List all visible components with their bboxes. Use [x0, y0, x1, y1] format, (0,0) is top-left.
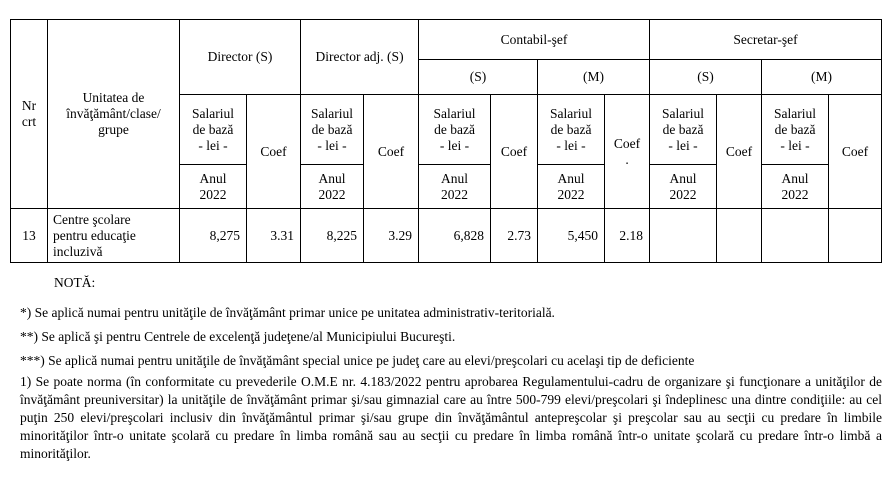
row-unit: Centre şcolare pentru educaţie incluzivă	[48, 209, 180, 263]
row-secretar-m-coef	[829, 209, 882, 263]
row-director-coef: 3.31	[247, 209, 301, 263]
row-contabil-s-coef: 2.73	[491, 209, 538, 263]
header-salariul: Salariul de bază - lei -	[301, 95, 364, 165]
note-single-asterisk: *) Se aplică numai pentru unităţile de învăţământ primar unice pe unitatea administrativ-teritorială.	[20, 305, 555, 320]
header-salariul: Salariul de bază - lei -	[650, 95, 717, 165]
row-director-adj-salary: 8,225	[301, 209, 364, 263]
header-coef: Coef	[829, 95, 882, 209]
header-anul: Anul 2022	[419, 165, 491, 209]
header-coef-dot: Coef .	[605, 95, 650, 209]
row-secretar-s-coef	[717, 209, 762, 263]
unit-label: Unitatea de învăţământ/clase/ grupe	[66, 90, 161, 137]
note-double-asterisk: **) Se aplică şi pentru Centrele de excelenţă judeţene/al Municipiului Bucureşti.	[20, 329, 456, 344]
header-anul: Anul 2022	[650, 165, 717, 209]
table-row	[11, 209, 882, 263]
row-director-salary: 8,275	[180, 209, 247, 263]
header-anul: Anul 2022	[180, 165, 247, 209]
header-nr-crt	[11, 20, 48, 209]
header-secretar-sef: Secretar-şef	[650, 20, 882, 60]
header-secretar-m: (M)	[762, 60, 882, 95]
row-director-adj-coef: 3.29	[364, 209, 419, 263]
note-triple-asterisk: ***) Se aplică numai pentru unităţile de învăţământ special unice pe judeţ care au elevi/preşcolari cu acelaşi tip de deficiente	[20, 353, 695, 368]
nota-heading: NOTĂ:	[54, 275, 96, 290]
header-anul: Anul 2022	[301, 165, 364, 209]
row-contabil-s-salary: 6,828	[419, 209, 491, 263]
header-coef: Coef	[364, 95, 419, 209]
header-contabil-m: (M)	[538, 60, 650, 95]
header-contabil-s: (S)	[419, 60, 538, 95]
row-secretar-m-salary	[762, 209, 829, 263]
row-contabil-m-coef: 2.18	[605, 209, 650, 263]
header-salariul: Salariul de bază - lei -	[538, 95, 605, 165]
header-salariul: Salariul de bază - lei -	[180, 95, 247, 165]
row-nr: 13	[11, 209, 48, 263]
salary-table	[10, 19, 882, 263]
header-anul: Anul 2022	[538, 165, 605, 209]
header-secretar-s: (S)	[650, 60, 762, 95]
header-coef: Coef	[247, 95, 301, 209]
header-director-adj: Director adj. (S)	[301, 20, 419, 95]
nr-crt-label: Nr crt	[21, 98, 37, 129]
header-salariul: Salariul de bază - lei -	[419, 95, 491, 165]
header-director: Director (S)	[180, 20, 301, 95]
row-secretar-s-salary	[650, 209, 717, 263]
note-1: 1) Se poate norma (în conformitate cu prevederile O.M.E nr. 4.183/2022 pentru aprobarea Regulamentului-cadru de organizare şi funcţionare a unităţilor de învăţământ preuniversitar) la unităţile de învăţământ primar şi/sau gimnazial care au între 500-799 elevi/preşcolari şi îndeplinesc una dintre condiţiile: au cel puţin 250 elevi/preşcolari inclusiv din învăţământul primar şi/sau grupe din învăţământul antepreşcolar şi preşcolar sau au secţii cu predare în limbile minorităţilor într-o unitate şcolară cu predare în limba română sau au secţii cu predare în limba română într-o unitate şcolară cu predare într-o limbă a minorităţilor.	[20, 374, 882, 461]
header-contabil-sef: Contabil-şef	[419, 20, 650, 60]
header-coef: Coef	[717, 95, 762, 209]
row-contabil-m-salary: 5,450	[538, 209, 605, 263]
header-salariul: Salariul de bază - lei -	[762, 95, 829, 165]
header-unit	[48, 20, 180, 209]
header-coef: Coef	[491, 95, 538, 209]
header-anul: Anul 2022	[762, 165, 829, 209]
